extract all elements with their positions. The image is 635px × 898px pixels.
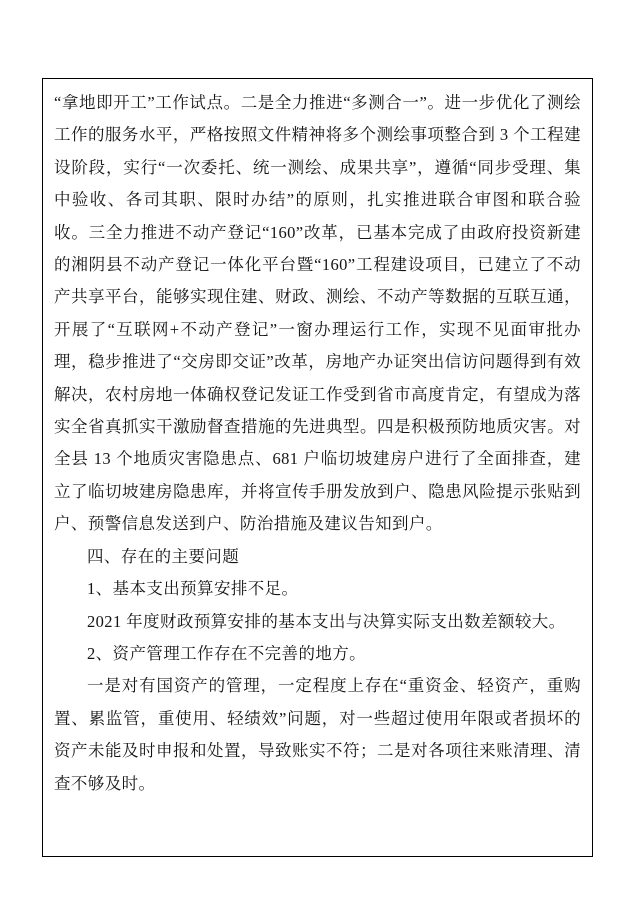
problem-item-2: 2、资产管理工作存在不完善的地方。 bbox=[87, 643, 367, 663]
section-heading-problems: 四、存在的主要问题 bbox=[87, 546, 240, 566]
problem-item-1: 1、基本支出预算安排不足。 bbox=[87, 579, 299, 599]
problem-item-2-detail: 一是对有国资产的管理，一定程度上存在“重资金、轻资产，重购置、累监管，重使用、轻绩效”问题，对一些超过使用年限或者损坏的资产未能及时申报和处置，导致账实不符；二是对各项往来账清理、清查不够及时。 bbox=[54, 676, 581, 793]
table-cell-frame bbox=[42, 78, 593, 857]
problem-item-1-detail: 2021 年度财政预算安排的基本支出与决算实际支出数差额较大。 bbox=[87, 611, 566, 631]
paragraph-continuation: “拿地即开工”工作试点。二是全力推进“多测合一”。进一步优化了测绘工作的服务水平，严格按照文件精神将多个测绘事项整合到 3 个工程建设阶段，实行“一次委托、统一测绘、成果共享”，遵循“同步受理、集中验收、各司其职、限时办结”的原则，扎实推进联合审图和联合验收。三全力推进不动产登记“160”改革，已基本完成了由政府投资新建的湘阴县不动产登记一体化平台暨“160”工程建设项目，已建立了不动产共享平台，能够实现住建、财政、测绘、不动产等数据的互联互通，开展了“互联网+不动产登记”一窗办理运行工作，实现不见面审批办理，稳步推进了“交房即交证”改革，房地产办证突出信访问题得到有效解决，农村房地一体确权登记发证工作受到省市高度肯定，有望成为落实全省真抓实干激励督查措施的先进典型。四是积极预防地质灾害。对全县 13 个地质灾害隐患点、681 户临切坡建房户进行了全面排查，建立了临切坡建房隐患库，并将宣传手册发放到户、隐患风险提示张贴到户、预警信息发送到户、防治措施及建议告知到户。 bbox=[54, 93, 581, 534]
